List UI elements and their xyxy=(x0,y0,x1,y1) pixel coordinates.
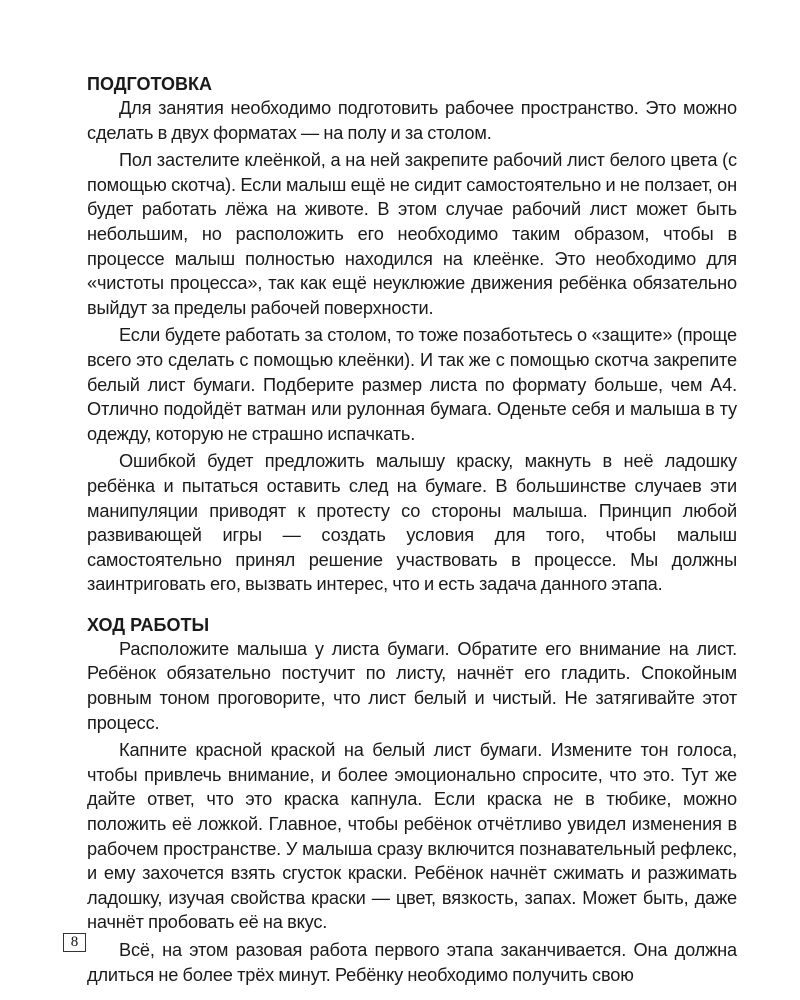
paragraph: Всё, на этом разовая работа первого этапа заканчивается. Она должна длиться не более трёх минут. Ребёнку необходимо получить свою xyxy=(87,940,737,985)
page-number: 8 xyxy=(63,933,86,952)
section-preparation xyxy=(87,72,737,597)
paragraph: Если будете работать за столом, то тоже позаботьтесь о «защите» (проще всего это сделать с помощью клеёнки). И так же с помощью скотча закрепите белый лист бумаги. Подберите размер листа по формату больше, чем А4. Отлично подойдёт ватман или рулонная бумага. Оденьте себя и малыша в ту одежду, которую не страшно испачкать. xyxy=(87,325,737,444)
paragraph: Расположите малыша у листа бумаги. Обратите его внимание на лист. Ребёнок обязательно постучит по листу, начнёт его гладить. Спокойным ровным тоном проговорите, что лист белый и чистый. Не затягивайте этот процесс. xyxy=(87,638,737,733)
paragraph: Ошибкой будет предложить малышу краску, макнуть в неё ладошку ребёнка и пытаться оставить след на бумаге. В большинстве случаев эти манипуляции приводят к протесту со стороны малыша. Принцип любой развивающей игры — создать условия для того, чтобы малыш самостоятельно принял решение участвовать в процессе. Мы должны заинтриговать его, вызвать интерес, что и есть задача данного этапа. xyxy=(87,451,737,595)
section-heading: ХОД РАБОТЫ xyxy=(87,614,210,635)
paragraph: Пол застелите клеёнкой, а на ней закрепите рабочий лист белого цвета (с помощью скотча). Если малыш ещё не сидит самостоятельно и не ползает, он будет работать лёжа на животе. В этом случае рабочий лист может быть небольшим, но расположить его необходимо таким образом, чтобы в процессе малыш полностью находился на клеёнке. Это необходимо для «чистоты процесса», так как ещё неуклюжие движения ребёнка обязательно выйдут за пределы рабочей поверхности. xyxy=(87,150,737,318)
paragraph: Капните красной краской на белый лист бумаги. Измените тон голоса, чтобы привлечь внимание, и более эмоционально спросите, что это. Тут же дайте ответ, что это краска капнула. Если краска не в тюбике, можно положить её ложкой. Главное, чтобы ребёнок отчётливо увидел изменения в рабочем пространстве. У малыша сразу включится познавательный рефлекс, и ему захочется взять сгусток краски. Ребёнок начнёт сжимать и разжимать ладошку, изучая свойства краски — цвет, вязкость, запах. Может быть, даже начнёт пробовать её на вкус. xyxy=(87,740,737,933)
section-heading: ПОДГОТОВКА xyxy=(87,74,213,94)
paragraph: Для занятия необходимо подготовить рабочее пространство. Это можно сделать в двух форматах — на полу и за столом. xyxy=(87,98,737,143)
page-body xyxy=(87,72,737,987)
section-workflow xyxy=(87,613,737,987)
